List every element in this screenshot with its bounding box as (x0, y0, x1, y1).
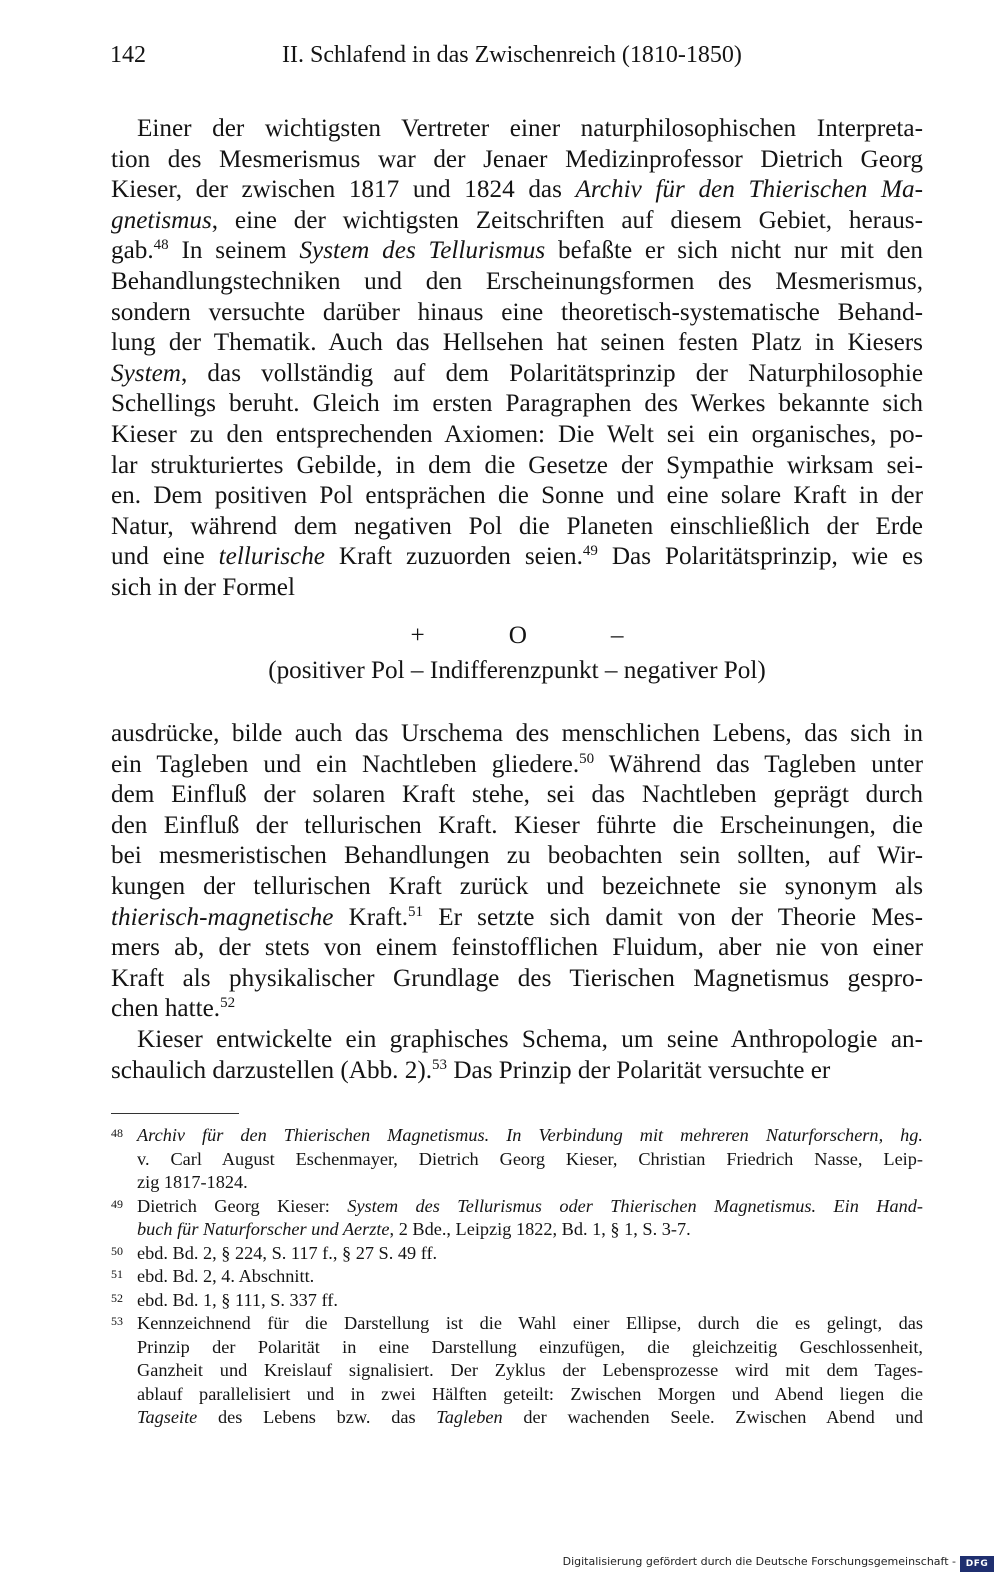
footnote-number: 50 (111, 1243, 123, 1258)
paragraph-1 (111, 114, 923, 604)
footnote (111, 1124, 923, 1195)
text-line: mers ab, der stets von einem feinstofflichen Fluidum, aber nie von einer (111, 934, 923, 962)
text-line: System, das vollständig auf dem Polaritätsprinzip der Naturphilosophie (111, 359, 923, 387)
footnote-line: ebd. Bd. 1, § 111, S. 337 ff. (137, 1289, 338, 1310)
footnote (111, 1265, 923, 1289)
text-line: Kraft als physikalischer Grundlage des Tierischen Magnetismus gespro- (111, 964, 923, 992)
footnote-line: Tagseite des Lebens bzw. das Tagleben der wachenden Seele. Zwischen Abend und (137, 1407, 923, 1427)
text-line: ein Tagleben und ein Nachtleben gliedere.$^{50}$ Während das Tagleben unter (111, 750, 923, 778)
footnote-line: Ganzheit und Kreislauf signalisiert. Der Zyklus der Lebensprozesse wird mit dem Tages- (137, 1360, 923, 1380)
footnote-line: Kennzeichnend für die Darstellung ist die Wahl einer Ellipse, durch die es gelingt, das (137, 1313, 923, 1333)
footnote-number: 53 (111, 1314, 123, 1328)
polarity-formula (111, 622, 923, 650)
text-line: Kieser entwickelte ein graphisches Schema, um seine Anthropologie an- (137, 1026, 923, 1053)
footnote (111, 1195, 923, 1242)
footnote-number: 52 (111, 1290, 123, 1305)
text-line: tion des Mesmerismus war der Jenaer Medizinprofessor Dietrich Georg (111, 145, 923, 173)
footnote-line: ablauf parallelisiert und in zwei Hälften geteilt: Zwischen Morgen und Abend liegen die (137, 1383, 923, 1404)
text-line: sich in der Formel (111, 573, 295, 601)
footnote-number: 48 (111, 1126, 123, 1140)
text-line: en. Dem positiven Pol entsprächen die Sonne und eine solare Kraft in der (111, 482, 923, 510)
footnote (111, 1242, 923, 1266)
text-line: Kieser zu den entsprechenden Axiomen: Die Welt sei ein organisches, po- (111, 420, 923, 448)
footnote (111, 1289, 923, 1313)
text-line: lar strukturiertes Gebilde, in dem die Gesetze der Sympathie wirksam sei- (111, 451, 923, 479)
text-line: Behandlungstechniken und den Erscheinungsformen des Mesmerismus, (111, 267, 923, 295)
formula-zero: O (508, 622, 527, 649)
running-head: II. Schlafend in das Zwischenreich (1810-1850) (282, 42, 742, 68)
footnote-line: v. Carl August Eschenmayer, Dietrich Georg Kieser, Christian Friedrich Nasse, Leip- (137, 1148, 923, 1169)
text-line: sondern versuchte darüber hinaus eine theoretisch-systematische Behand- (111, 298, 923, 326)
formula-caption: (positiver Pol – Indifferenzpunkt – negativer Pol) (268, 657, 766, 684)
text-line: kungen der tellurischen Kraft zurück und bezeichnete sie synonym als (111, 872, 923, 900)
text-line: ausdrücke, bilde auch das Urschema des menschlichen Lebens, das sich in (111, 720, 923, 747)
text-line: gnetismus, eine der wichtigsten Zeitschriften auf diesem Gebiet, heraus- (111, 206, 923, 234)
footnote-line: ebd. Bd. 2, § 224, S. 117 f., § 27 S. 49 ff. (137, 1242, 438, 1263)
text-line: schaulich darzustellen (Abb. 2).$^{53}$ Das Prinzip der Polarität versuchte er (111, 1056, 831, 1084)
text-line: lung der Thematik. Auch das Hellsehen hat seinen festen Platz in Kiesers (111, 329, 923, 357)
dfg-logo: DFG (960, 1556, 994, 1572)
paragraph-2 (111, 719, 923, 1025)
text-line: den Einfluß der tellurischen Kraft. Kieser führte die Erscheinungen, die (111, 811, 923, 839)
formula-minus: – (610, 622, 624, 649)
footnote-number: 51 (111, 1267, 123, 1281)
footnote-line: Dietrich Georg Kieser: System des Tellurismus oder Thierischen Magnetismus. Ein Hand- (137, 1195, 923, 1216)
text-line: Einer der wichtigsten Vertreter einer naturphilosophischen Interpreta- (137, 115, 923, 142)
formula-plus: + (410, 622, 425, 649)
text-line: Schellings beruht. Gleich im ersten Paragraphen des Werkes bekannte sich (111, 390, 923, 418)
text-line: Kieser, der zwischen 1817 und 1824 das Archiv für den Thierischen Ma- (111, 176, 923, 204)
page-number: 142 (110, 42, 146, 68)
footnote-number: 49 (111, 1196, 123, 1211)
footnote-line: ebd. Bd. 2, 4. Abschnitt. (137, 1266, 315, 1286)
footnotes (111, 1124, 923, 1430)
footnote-line: Prinzip der Polarität in eine Darstellung einzufügen, die gleichzeitig Geschlossenheit, (137, 1336, 923, 1357)
footnote-line: Archiv für den Thierischen Magnetismus. In Verbindung mit mehreren Naturforschern, hg. (137, 1125, 923, 1145)
footnote-line: zig 1817-1824. (137, 1172, 248, 1192)
text-line: dem Einfluß der solaren Kraft stehe, sei das Nachtleben geprägt durch (111, 781, 923, 809)
footnote (111, 1312, 923, 1430)
footnote-line: buch für Naturforscher und Aerzte, 2 Bde., Leipzig 1822, Bd. 1, § 1, S. 3-7. (137, 1219, 691, 1239)
text-line: gab.$^{48}$ In seinem System des Tellurismus befaßte er sich nicht nur mit den (111, 237, 923, 265)
text-line: Natur, während dem negativen Pol die Planeten einschließlich der Erde (111, 512, 923, 540)
text-line: und eine tellurische Kraft zuzuorden seien.$^{49}$ Das Polaritätsprinzip, wie es (111, 543, 924, 571)
digitization-credit: Digitalisierung gefördert durch die Deutsche Forschungsgemeinschaft - (562, 1555, 956, 1568)
text-line: thierisch-magnetische Kraft.$^{51}$ Er setzte sich damit von der Theorie Mes- (111, 903, 923, 931)
footnote-divider (111, 1113, 239, 1114)
text-line: bei mesmeristischen Behandlungen zu beobachten sein sollten, auf Wir- (111, 842, 923, 870)
text-line: chen hatte.$^{52}$ (111, 995, 236, 1023)
paragraph-3 (111, 1025, 923, 1086)
